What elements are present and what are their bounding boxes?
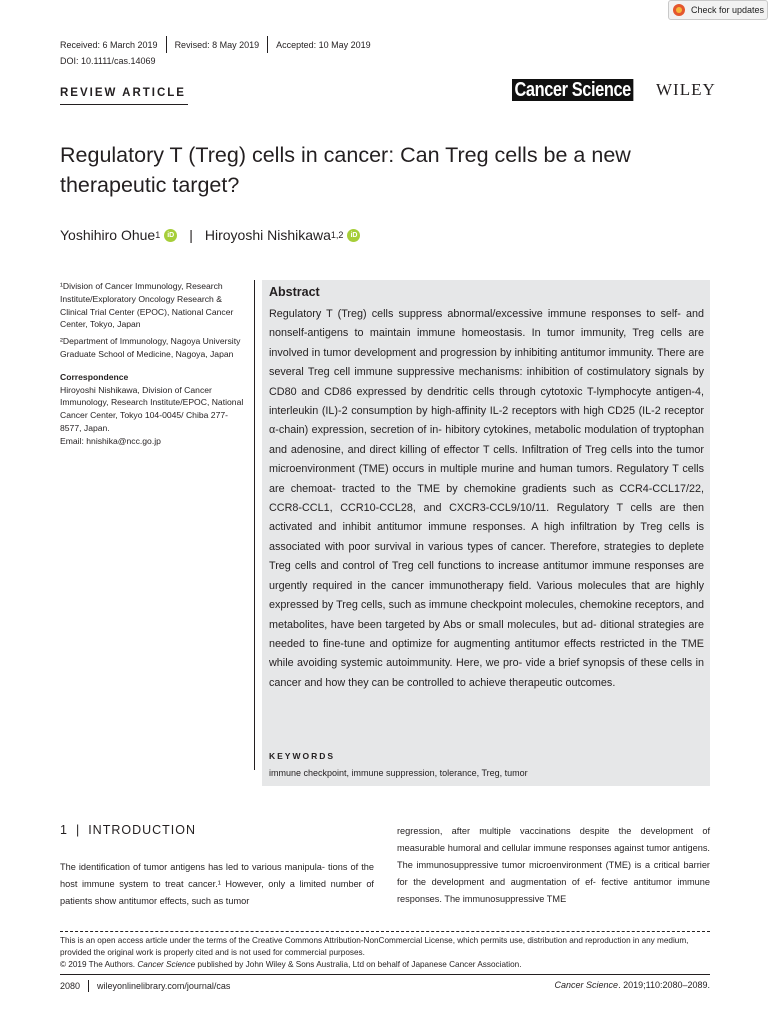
author-affiliation-mark: 1,2	[330, 230, 344, 240]
correspondence-heading: Correspondence	[60, 371, 129, 382]
author-affiliation-mark: 1	[155, 230, 161, 240]
abstract-heading: Abstract	[269, 285, 320, 299]
divider	[166, 36, 167, 53]
orcid-icon[interactable]: iD	[347, 229, 360, 242]
section-heading-introduction	[60, 823, 196, 837]
divider	[88, 980, 89, 992]
orcid-icon[interactable]: iD	[164, 229, 177, 242]
page-footer-left	[60, 980, 230, 992]
check-for-updates-label: Check for updates	[691, 5, 765, 15]
article-type-underline	[60, 104, 188, 105]
citation	[500, 980, 710, 990]
check-for-updates-button[interactable]	[668, 0, 768, 20]
accepted-date: Accepted: 10 May 2019	[276, 39, 371, 50]
citation-details: . 2019;110:2080–2089.	[618, 980, 710, 990]
doi[interactable]: DOI: 10.1111/cas.14069	[60, 56, 156, 66]
copyright-suffix: published by John Wiley & Sons Australia, Ltd on behalf of Japanese Cancer Association.	[195, 960, 522, 969]
revised-date: Revised: 8 May 2019	[174, 39, 260, 50]
column-divider	[254, 280, 255, 770]
crossmark-icon	[673, 4, 685, 16]
copyright-line	[60, 959, 720, 971]
section-title: INTRODUCTION	[88, 823, 197, 837]
journal-url[interactable]: wileyonlinelibrary.com/journal/cas	[97, 981, 231, 991]
copyright-prefix: © 2019 The Authors.	[60, 960, 138, 969]
citation-journal: Cancer Science	[554, 980, 619, 990]
author-name[interactable]: Hiroyoshi Nishikawa	[204, 227, 331, 243]
correspondence-email[interactable]: Email: hnishika@ncc.go.jp	[60, 435, 161, 446]
article-dates	[60, 36, 371, 53]
section-number: 1	[60, 823, 68, 837]
author-separator: |	[189, 227, 193, 243]
journal-name: Cancer Science	[512, 79, 633, 101]
affiliations	[60, 280, 245, 452]
keywords-heading: KEYWORDS	[269, 751, 336, 761]
license-divider	[60, 931, 710, 932]
publisher-logo[interactable]: WILEY	[656, 80, 716, 99]
intro-paragraph-col1: The identification of tumor antigens has led to various manipula- tions of the host immune system to treat cancer.¹ However, only a limited number of patients show antitumor effects, such as tumor	[60, 862, 374, 906]
license-notice	[60, 935, 720, 971]
license-text: This is an open access article under the terms of the Creative Commons Attribution-NonCommercial License, which permits use, distribution and reproduction in any medium, provided the original work is properly cited and is not used for commercial purposes.	[60, 936, 689, 957]
intro-paragraph-col2: regression, after multiple vaccinations despite the development of measurable humoral and cellular immune responses against tumor antigens. The immunosuppressive tumor microenvironment (TME) is a critical barrier for the development and augmentation of ef- fective antitumor immune responses. The immunosuppressive TME	[397, 826, 710, 904]
article-type: REVIEW ARTICLE	[60, 87, 186, 99]
author-list	[60, 227, 360, 243]
footer-rule	[60, 974, 710, 975]
affiliation-1: ¹Division of Cancer Immunology, Research Institute/Exploratory Oncology Research & Clinical Trial Center (EPOC), National Cancer Center, Tokyo, Japan	[60, 281, 234, 330]
correspondence-address: Hiroyoshi Nishikawa, Division of Cancer Immunology, Research Institute/EPOC, National Cancer Center, Tokyo 104-0045/ Chiba 277-8577, Japan.	[60, 384, 244, 433]
author-name[interactable]: Yoshihiro Ohue	[60, 227, 156, 243]
abstract-text: Regulatory T (Treg) cells suppress abnormal/excessive immune responses to self- and nonself-antigens to maintain immune homeostasis. In tumor immunity, Treg cells are involved in tumor development and progression by inhibiting antitumor immunity. There are several Treg cell immune suppressive mechanisms: inhibition of costimulatory signals by CD80 and CD86 expressed by dendritic cells through cytotoxic T-lymphocyte antigen-4, interleukin (IL)-2 consumption by high-affinity IL-2 receptors with high CD25 (IL-2 receptor α-chain) expression, secretion of in- hibitory cytokines, metabolic modulation of tryptophan and adenosine, and direct killing of effector T cells. Infiltration of Treg cells into the tumor microenvironment (TME) occurs in multiple murine and human tumors. Regulatory T cells are chemoat- tracted to the TME by chemokine gradients such as CCR4-CCL17/22, CCR8-CCL1, CCR10-CCL28, and CXCR3-CCL9/10/11. Regulatory T cells are then activated and inhibit antitumor immune responses. A high infiltration by Treg cells is associated with poor survival in various types of cancer. Therefore, strategies to deplete Treg cells and control of Treg cell functions to increase antitumor immune responses are urgently required in the cancer immunotherapy field. Various molecules that are highly expressed by Treg cells, such as immune checkpoint molecules, chemokine receptors, and metabolites, have been targeted by Abs or small molecules, but ad- ditional strategies are needed to fine-tune and optimize for augmenting antitumor effects restricted in the TME while avoiding systemic autoimmunity. Here, we pro- vide a brief synopsis of these cells in cancer and how they can be controlled to achieve therapeutic outcomes.	[269, 308, 704, 689]
affiliation-2: ²Department of Immunology, Nagoya University Graduate School of Medicine, Nagoya, Japan	[60, 336, 241, 359]
divider	[267, 36, 268, 53]
section-bar: |	[75, 823, 81, 837]
received-date: Received: 6 March 2019	[60, 39, 158, 50]
page-number: 2080	[60, 981, 81, 991]
copyright-journal: Cancer Science	[137, 960, 196, 969]
keywords-list: immune checkpoint, immune suppression, tolerance, Treg, tumor	[269, 768, 528, 778]
article-title: Regulatory T (Treg) cells in cancer: Can Treg cells be a new therapeutic target?	[60, 143, 631, 197]
journal-logo[interactable]	[512, 79, 660, 101]
